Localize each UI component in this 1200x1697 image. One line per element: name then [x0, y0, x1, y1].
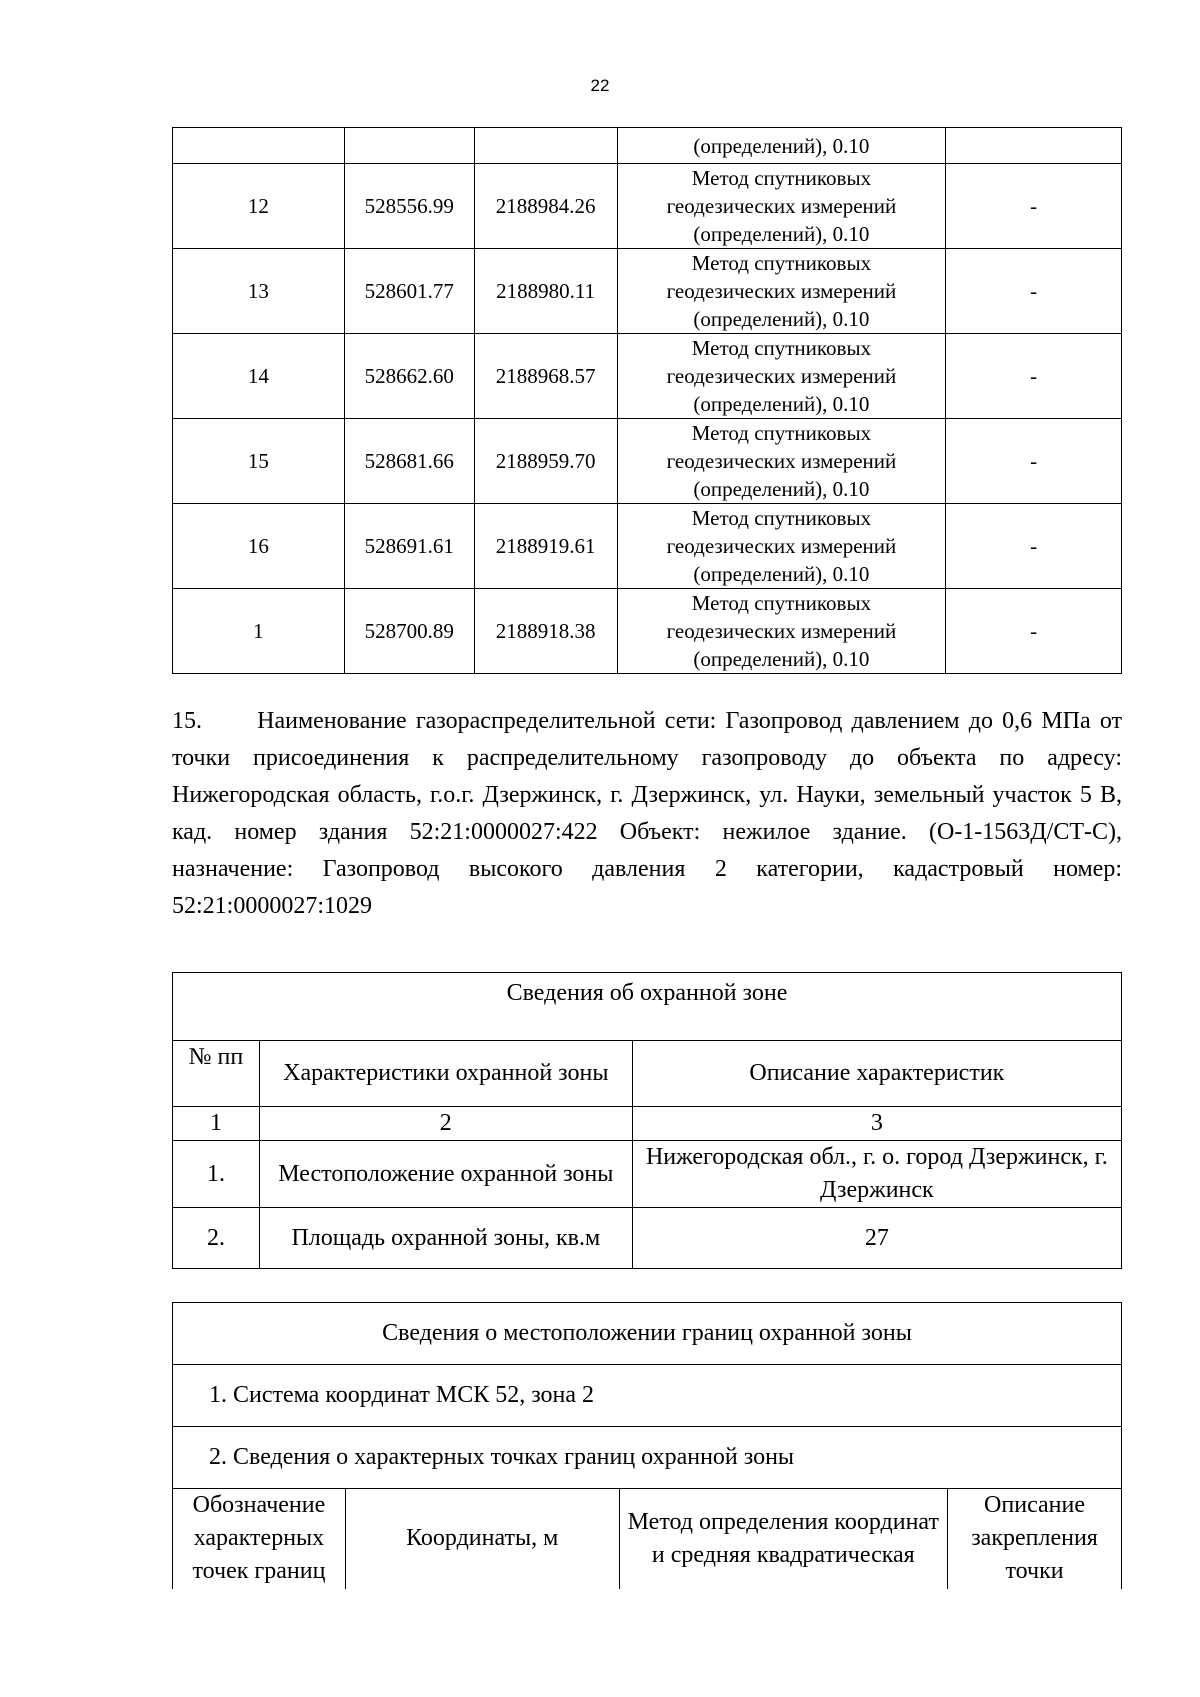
header-fixing-description: Описание закрепления точки — [948, 1489, 1122, 1589]
method-line: геодезических измерений — [666, 449, 897, 473]
row-description: 27 — [632, 1208, 1121, 1269]
fixing-description — [946, 128, 1122, 164]
coordinate-x: 528700.89 — [344, 589, 474, 674]
header-number: № пп — [173, 1041, 260, 1107]
header-coordinates: Координаты, м — [345, 1489, 619, 1589]
method-line: Метод спутниковых — [691, 591, 872, 615]
paragraph-text: Наименование газораспределительной сети: Газопровод давлением до 0,6 МПа от точки присоединения к распределительному газопроводу до объекта по адресу: Нижегородская область, г.о.г. Дзержинск, г. Дзержинск, ул. Науки, земельный участок 5 В, кад. номер здания 52:21:0000027:422 Объект: нежилое здание. (О-1-1563Д/СТ-С), назначение: Газопровод высокого давления 2 категории, кадастровый номер: 52:21:0000027:1029 — [172, 708, 1122, 919]
method-line: Метод спутниковых — [691, 336, 872, 360]
characteristic-points-line: 2. Сведения о характерных точках границ охранной зоны — [173, 1427, 1122, 1489]
method-line: (определений), 0.10 — [693, 477, 870, 501]
header-method: Метод определения координат и средняя квадратическая — [619, 1489, 948, 1589]
method-line: Метод спутниковых — [691, 506, 872, 530]
coordinate-row — [173, 504, 1122, 589]
index-cell: 2 — [259, 1107, 632, 1141]
coordinate-y — [474, 128, 617, 164]
method-line: геодезических измерений — [666, 364, 897, 388]
bounds-table-title: Сведения о местоположении границ охранной зоны — [173, 1303, 1122, 1365]
method-line: (определений), 0.10 — [693, 562, 870, 586]
coordinate-row — [173, 249, 1122, 334]
fixing-description: - — [946, 504, 1122, 589]
method-cell — [617, 128, 946, 164]
zone-boundaries-table — [172, 1302, 1122, 1589]
fixing-description: - — [946, 249, 1122, 334]
method-line: (определений), 0.10 — [693, 647, 870, 671]
point-number: 15 — [173, 419, 345, 504]
method-cell — [617, 249, 946, 334]
coordinate-y: 2188919.61 — [474, 504, 617, 589]
coordinate-y: 2188959.70 — [474, 419, 617, 504]
header-description: Описание характеристик — [632, 1041, 1121, 1107]
method-cell — [617, 164, 946, 249]
coordinate-row — [173, 164, 1122, 249]
coordinate-y: 2188980.11 — [474, 249, 617, 334]
point-number: 12 — [173, 164, 345, 249]
point-number — [173, 128, 345, 164]
method-line: Метод спутниковых — [691, 421, 872, 445]
coordinate-x: 528662.60 — [344, 334, 474, 419]
method-line: (определений), 0.10 — [693, 392, 870, 416]
method-line: геодезических измерений — [666, 534, 897, 558]
method-line: геодезических измерений — [666, 279, 897, 303]
method-line: (определений), 0.10 — [693, 222, 870, 246]
method-cell — [617, 589, 946, 674]
coordinate-system-line: 1. Система координат МСК 52, зона 2 — [173, 1365, 1122, 1427]
page-number: 22 — [590, 76, 610, 95]
section-15-paragraph — [172, 703, 1122, 925]
coordinate-row — [173, 128, 1122, 164]
coordinate-y: 2188968.57 — [474, 334, 617, 419]
header-characteristics: Характеристики охранной зоны — [259, 1041, 632, 1107]
row-number: 2. — [173, 1208, 260, 1269]
row-characteristic: Местоположение охранной зоны — [259, 1141, 632, 1208]
row-number: 1. — [173, 1141, 260, 1208]
coordinate-row — [173, 419, 1122, 504]
index-cell: 1 — [173, 1107, 260, 1141]
coordinate-row — [173, 334, 1122, 419]
coordinate-y: 2188984.26 — [474, 164, 617, 249]
method-cell — [617, 504, 946, 589]
protection-zone-table — [172, 972, 1122, 1269]
method-line: Метод спутниковых — [691, 251, 872, 275]
header-point-designation: Обозначение характерных точек границ — [173, 1489, 346, 1589]
method-line: (определений), 0.10 — [693, 133, 870, 158]
fixing-description: - — [946, 164, 1122, 249]
coordinate-x: 528601.77 — [344, 249, 474, 334]
index-cell: 3 — [632, 1107, 1121, 1141]
coordinate-row — [173, 589, 1122, 674]
method-cell — [617, 334, 946, 419]
coordinate-x: 528691.61 — [344, 504, 474, 589]
fixing-description: - — [946, 589, 1122, 674]
method-line: геодезических измерений — [666, 194, 897, 218]
coordinate-x: 528556.99 — [344, 164, 474, 249]
row-characteristic: Площадь охранной зоны, кв.м — [259, 1208, 632, 1269]
point-number: 1 — [173, 589, 345, 674]
method-line: Метод спутниковых — [691, 166, 872, 190]
point-number: 14 — [173, 334, 345, 419]
coordinate-x — [344, 128, 474, 164]
coordinates-table — [172, 127, 1122, 674]
fixing-description: - — [946, 419, 1122, 504]
coordinate-x: 528681.66 — [344, 419, 474, 504]
point-number: 13 — [173, 249, 345, 334]
zone-table-title: Сведения об охранной зоне — [173, 973, 1122, 1041]
point-number: 16 — [173, 504, 345, 589]
row-description: Нижегородская обл., г. о. город Дзержинск, г. Дзержинск — [632, 1141, 1121, 1208]
method-cell — [617, 419, 946, 504]
fixing-description: - — [946, 334, 1122, 419]
paragraph-number: 15. — [172, 708, 202, 734]
method-line: геодезических измерений — [666, 619, 897, 643]
coordinate-y: 2188918.38 — [474, 589, 617, 674]
method-line: (определений), 0.10 — [693, 307, 870, 331]
